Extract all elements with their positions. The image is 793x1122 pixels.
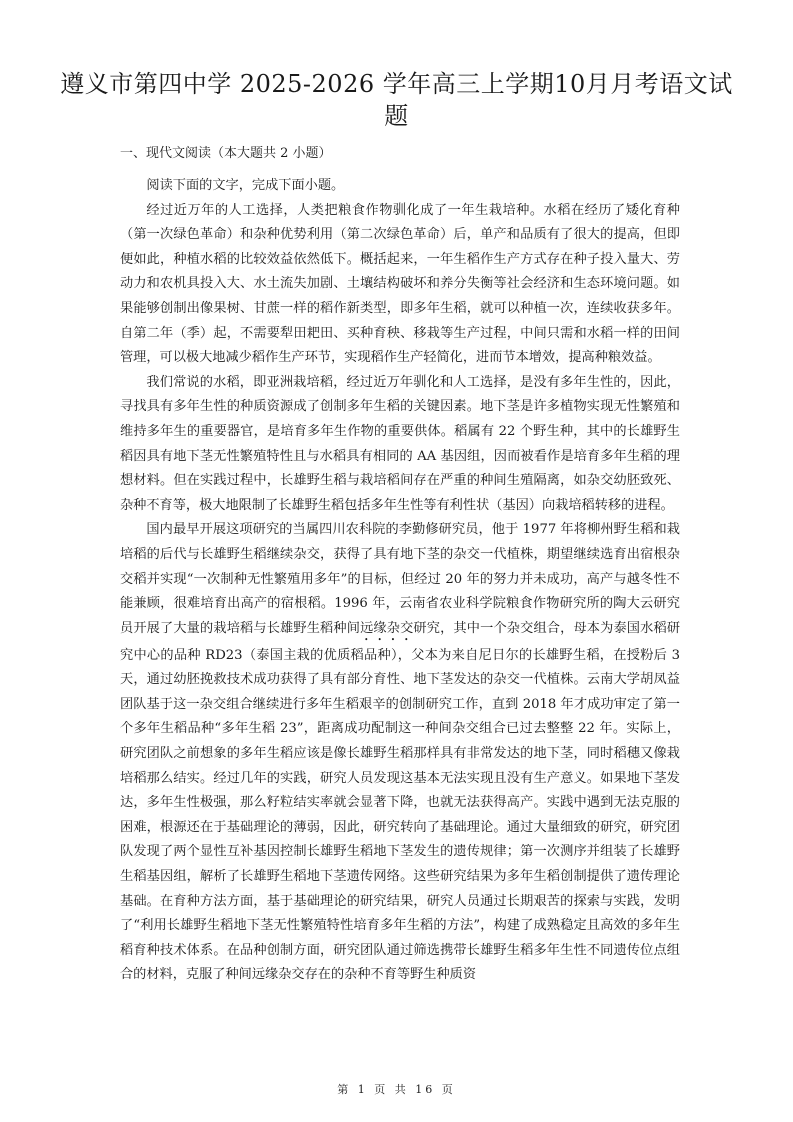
paragraph-3-text-after: 研究，其中一个杂交组合，母本为泰国水稻研究中心的品种 RD23（泰国主栽的优质稻品种），父本为来自尼日尔的长雄野生稻，在授粉后 3 天，通过幼胚挽救技术成功获得了具有部分育性、地下茎发达的杂交一代植株。云南大学胡凤益团队基于这一杂交组合继续进行多年生稻艰辛的创制研究工作，直到 2018 年才成功审定了第一个多年生稻品种“多年生稻 23”，距离成功配制这一种间杂交组合已过去整整 22 年。实际上，研究团队之前想象的多年生稻应该是像长雄野生稻那样具有非常发达的地下茎，同时稻穗又像栽培稻那么结实。经过几年的实践，研究人员发现这基本无法实现且没有生产意义。如果地下茎发达，多年生性极强，那么籽粒结实率就会显著下降，也就无法获得高产。实践中遇到无法克服的困难，根源还在于基础理论的薄弱，因此，研究转向了基础理论。通过大量细致的研究，研究团队发现了两个显性互补基因控制长雄野生稻地下茎发生的遗传规律；第一次测序并组装了长雄野生稻基因组，解析了长雄野生稻地下茎遗传网络。这些研究结果为多年生稻创制提供了遗传理论基础。在育种方法方面，基于基础理论的研究结果，研究人员通过长期艰苦的探索与实践，发明了“利用长雄野生稻地下茎无性繁殖特性培育多年生稻的方法”，构建了成熟稳定且高效的多年生稻育种技术体系。在品种创制方面，研究团队通过筛选携带长雄野生稻多年生性不同遗传位点组合的材料，克服了种间远缘杂交存在的杂种不育等野生种质资 <box>120 620 681 983</box>
paragraph-instruction: 阅读下面的文字，完成下面小题。 <box>146 178 345 193</box>
paragraph-1: 经过近万年的人工选择，人类把粮食作物驯化成了一年生栽培种。水稻在经历了矮化育种（第一次绿色革命）和杂种优势利用（第二次绿色革命）后，单产和品质有了很大的提高，但即便如此，种植水稻的比较效益依然低下。概括起来，一年生稻作生产方式存在种子投入量大、劳动力和农机具投入大、水土流失加剧、土壤结构破坏和养分失衡等社会经济和生态环境问题。如果能够创制出像果树、甘蔗一样的稻作新类型，即多年生稻，就可以种植一次，连续收获多年。自第二年（季）起，不需要犁田耙田、买种育秧、移栽等生产过程，中间只需和水稻一样的田间管理，可以极大地减少稻作生产环节，实现稻作生产轻简化，进而节本增效，提高种粮效益。 <box>120 202 680 366</box>
paragraph-3 <box>120 518 680 988</box>
dotted-emphasis-term: 远缘杂交 <box>360 620 414 636</box>
page-title: 遵义市第四中学 2025-2026 学年高三上学期10月月考语文试题 <box>60 70 733 130</box>
section-heading: 一、现代文阅读（本大题共 2 小题） <box>120 146 332 161</box>
paragraph-2: 我们常说的水稻，即亚洲栽培稻，经过近万年驯化和人工选择，是没有多年生性的，因此，寻找具有多年生性的种质资源成了创制多年生稻的关键因素。地下茎是许多植物实现无性繁殖和维持多年生的重要器官，是培育多年生作物的重要供体。稻属有 22 个野生种，其中的长雄野生稻因具有地下茎无性繁殖特性且与水稻具有相同的 AA 基因组，因而被看作是培育多年生稻的理想材料。但在实践过程中，长雄野生稻与栽培稻间存在严重的种间生殖隔离，如杂交幼胚致死、杂种不育等，极大地限制了长雄野生稻包括多年生性等有利性状（基因）向栽培稻转移的进程。 <box>120 374 680 513</box>
page-footer: 第 1 页 共 16 页 <box>337 1083 456 1096</box>
paragraph-3-text-before: 国内最早开展这项研究的当属四川农科院的李勤修研究员，他于 1977 年将柳州野生稻和栽培稻的后代与长雄野生稻继续杂交，获得了具有地下茎的杂交一代植株，期望继续选育出宿根杂交稻并实现“一次制种无性繁殖用多年”的目标，但经过 20 年的努力并未成功，高产与越冬性不能兼顾，很难培育出高产的宿根稻。1996 年，云南省农业科学院粮食作物研究所的陶大云研究员开展了大量的栽培稻与长雄野生稻种间 <box>120 522 680 636</box>
article-body <box>120 174 680 988</box>
